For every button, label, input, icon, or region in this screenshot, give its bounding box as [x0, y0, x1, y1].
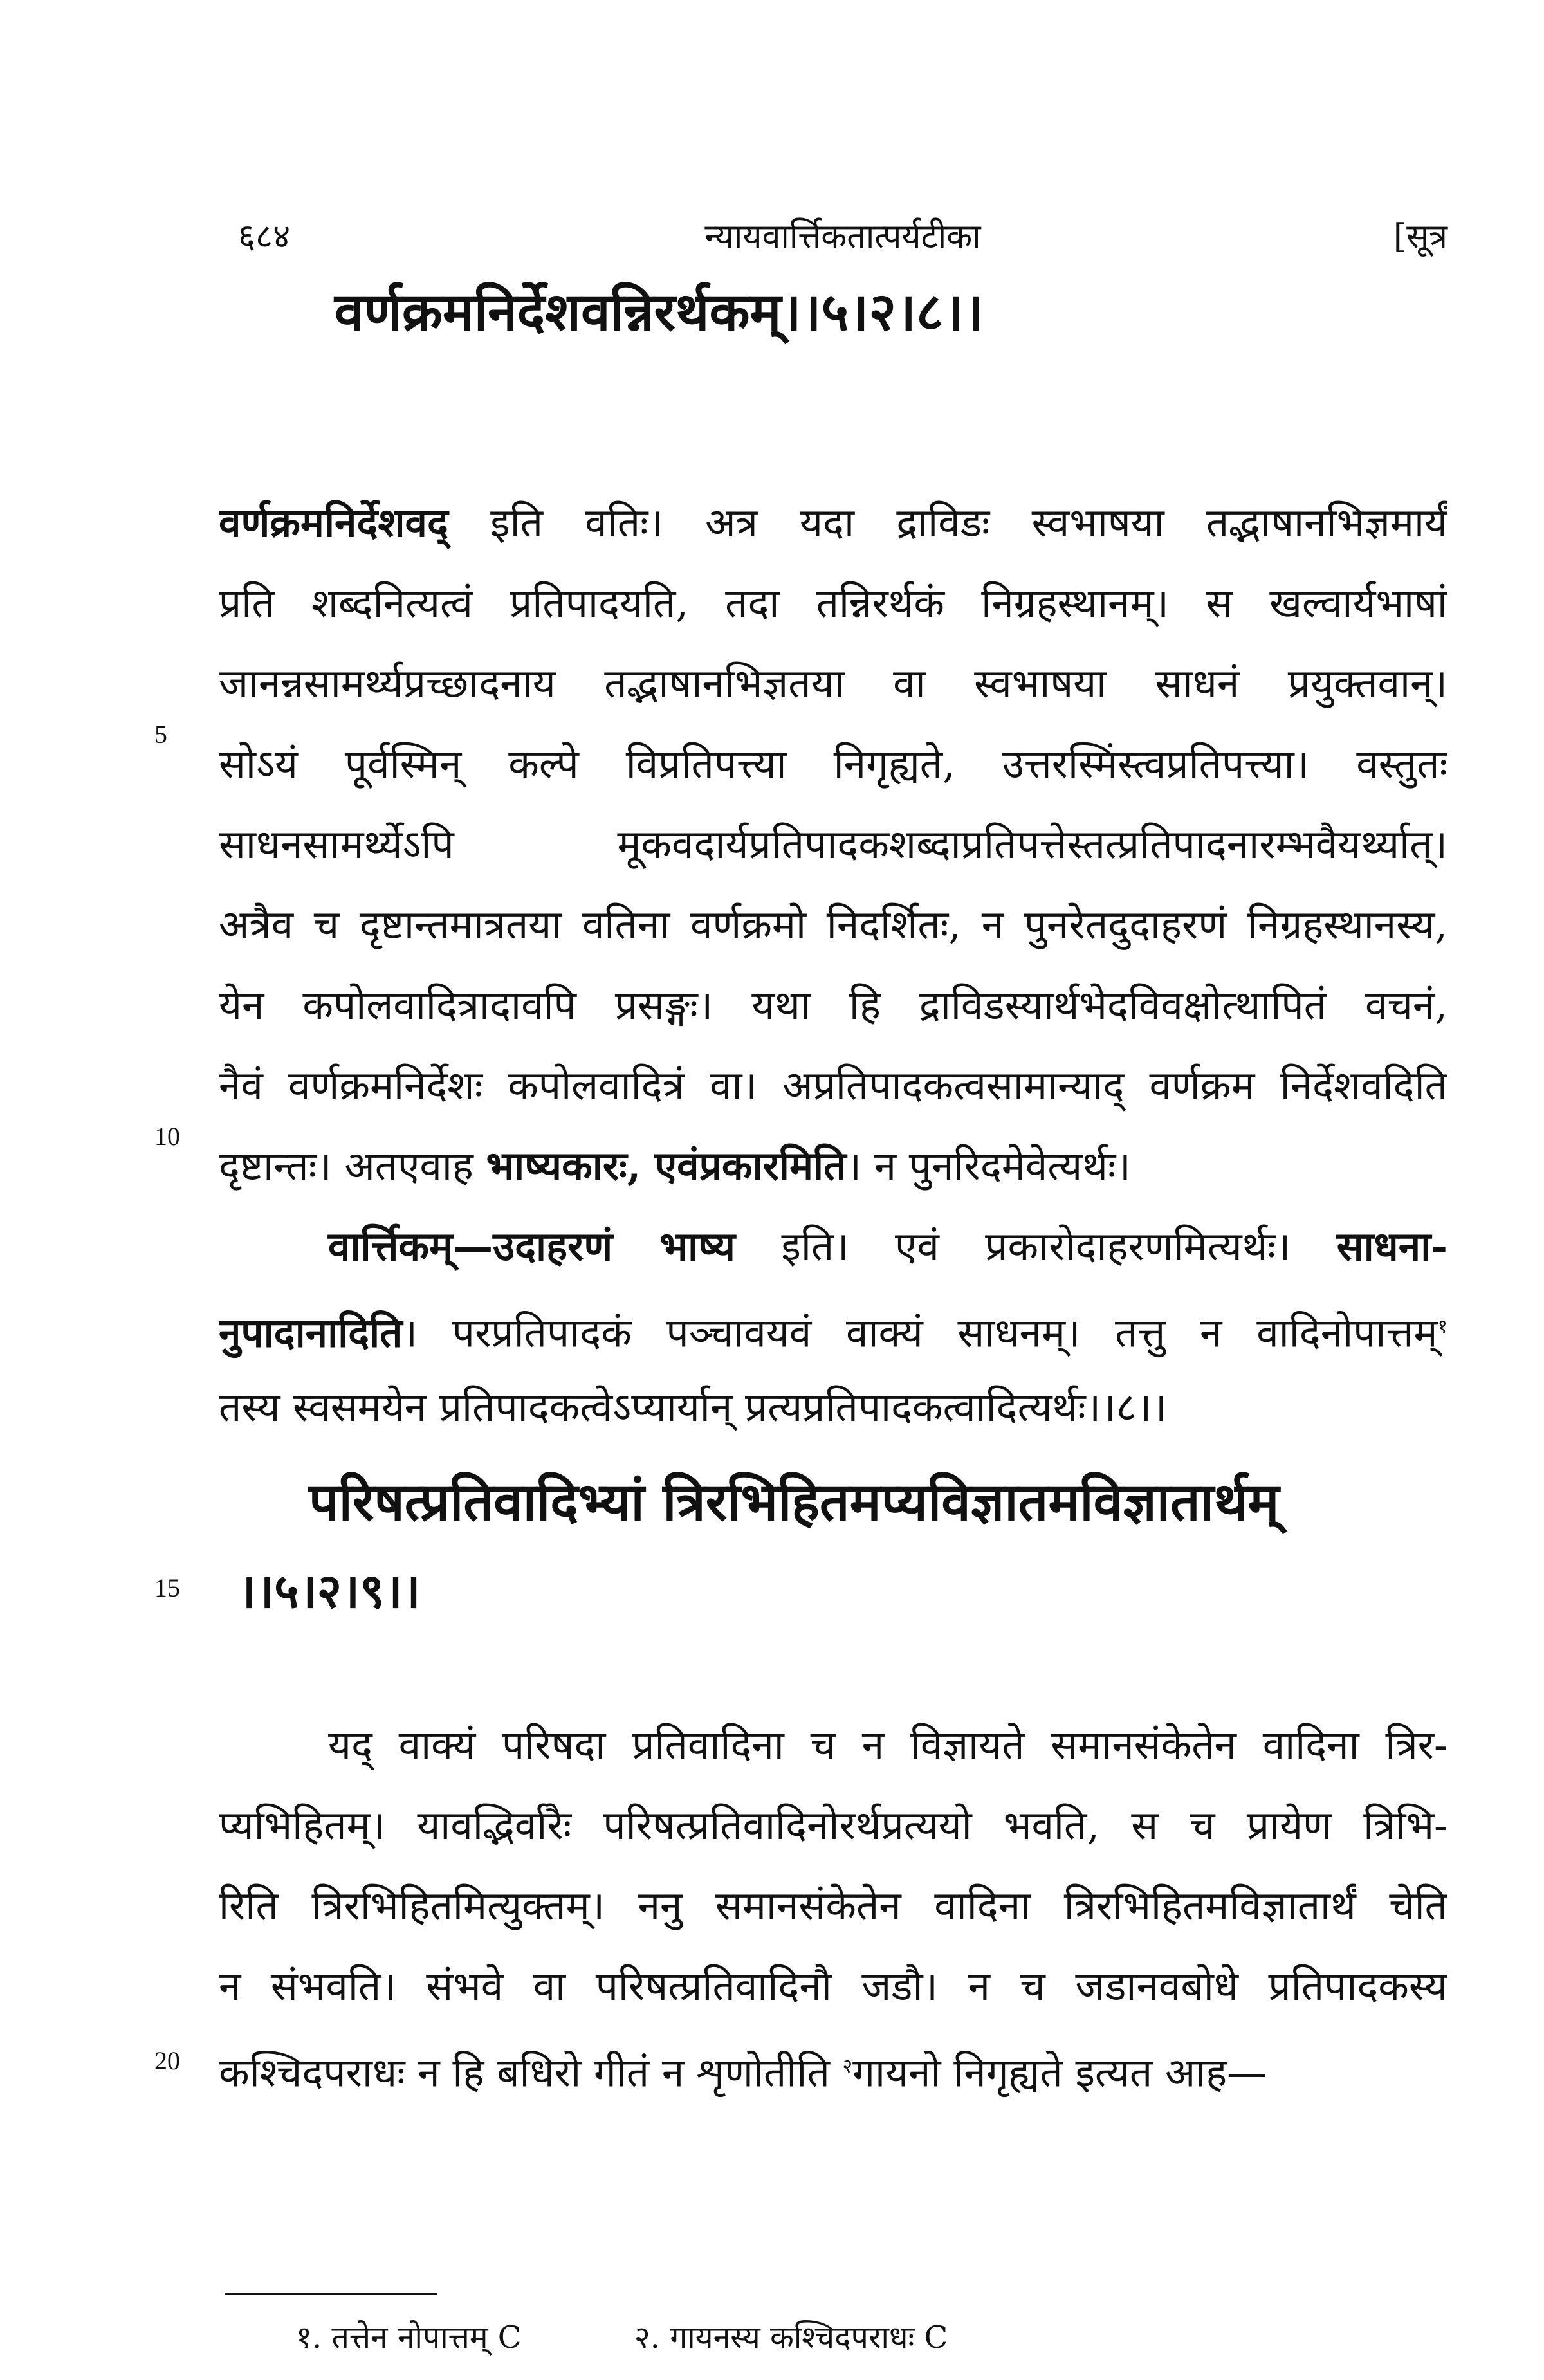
line-text: अत्रैव च दृष्टान्तमात्रतया वतिना वर्णक्रमो निदर्शितः, न पुनरेतदुदाहरणं निग्रहस्थानस्य, — [219, 901, 1448, 948]
line-text: गायनो निगृह्यते इत्यत आह— — [852, 2049, 1267, 2096]
text-line — [219, 563, 1448, 643]
text-line — [219, 1286, 1448, 1367]
footnote-1: १. तत्तेन नोपात्तम् C — [296, 2320, 522, 2356]
line-text: जानन्नसामर्थ्यप्रच्छादनाय तद्भाषानभिज्ञतया वा स्वभाषया साधनं प्रयुक्तवान्। — [219, 660, 1448, 707]
text-line — [219, 1865, 1448, 1946]
text-line — [219, 965, 1448, 1045]
line-text: इति वतिः। अत्र यदा द्राविडः स्वभाषया तद्भाषानभिज्ञमार्यं — [448, 499, 1448, 546]
line-text: सोऽयं पूर्वस्मिन् कल्पे विप्रतिपत्त्या निगृह्यते, उत्तरस्मिंस्त्वप्रतिपत्त्या। वस्तुतः — [219, 740, 1448, 787]
line-text: कश्चिदपराधः न हि बधिरो गीतं न शृणोतीति — [219, 2049, 843, 2096]
section-label: [सूत्र — [1393, 217, 1448, 256]
line-text: साधनसामर्थ्येऽपि मूकवदार्यप्रतिपादकशब्दाप्रतिपत्तेस्तत्प्रतिपादनारम्भवैयर्थ्यात्। — [219, 821, 1448, 868]
footnotes — [296, 2316, 1454, 2357]
line-text: प्यभिहितम्। यावद्भिर्वारैः परिषत्प्रतिवादिनोरर्थप्रत्ययो भवति, स च प्रायेण त्रिभि- — [219, 1802, 1448, 1849]
text-line — [219, 1367, 1448, 1447]
line-text: येन कपोलवादित्रादावपि प्रसङ्गः। यथा हि द्राविडस्यार्थभेदविवक्षोत्थापितं वचनं, — [219, 982, 1448, 1029]
line-number-10: 10 — [154, 1122, 180, 1151]
sutra-heading-8: वर्णक्रमनिर्देशवन्निरर्थकम्।।५।२।८।। — [335, 281, 984, 343]
bold-term: वर्णक्रमनिर्देशवद् — [219, 499, 448, 546]
page-header — [238, 212, 1448, 270]
line-text: न संभवति। संभवे वा परिषत्प्रतिवादिनौ जडौ। न च जडानवबोधे प्रतिपादकस्य — [219, 1963, 1448, 2009]
line-number-15: 15 — [154, 1573, 180, 1602]
text-line — [219, 1206, 1448, 1286]
text-line — [219, 804, 1448, 884]
line-text: इति। एवं प्रकारोदाहरणमित्यर्थः। — [735, 1223, 1337, 1270]
text-line — [219, 2026, 1448, 2107]
text-line — [219, 1045, 1448, 1126]
commentary-block-2 — [219, 1705, 1448, 2107]
line-number-20: 20 — [154, 2046, 180, 2075]
commentary-block-1 — [219, 482, 1448, 1447]
sutra-number-9: ।।५।२।९।। — [238, 1564, 421, 1619]
line-text: यद् वाक्यं परिषदा प्रतिवादिना च न विज्ञायते समानसंकेतेन वादिना त्रिर- — [328, 1721, 1448, 1768]
text-line — [219, 884, 1448, 965]
line-text: । परप्रतिपादकं पञ्चावयवं वाक्यं साधनम्। तत्तु न वादिनोपात्तम् — [402, 1309, 1438, 1357]
line-text: दृष्टान्तः। अतएवाह — [219, 1142, 486, 1189]
page-number: ६८४ — [238, 217, 291, 256]
running-title: न्यायवार्त्तिकतात्पर्यटीका — [704, 217, 981, 256]
text-line — [219, 1785, 1448, 1865]
line-text: प्रति शब्दनित्यत्वं प्रतिपादयति, तदा तन्निरर्थकं निग्रहस्थानम्। स खल्वार्यभाषां — [219, 580, 1448, 627]
footnote-rule — [225, 2293, 437, 2295]
bold-term: भाष्यकारः, एवंप्रकारमिति — [486, 1142, 847, 1189]
line-text: नैवं वर्णक्रमनिर्देशः कपोलवादित्रं वा। अप्रतिपादकत्वसामान्याद् वर्णक्रम निर्देशवदिति — [219, 1062, 1448, 1109]
text-line — [219, 482, 1448, 563]
sutra-heading-9: परिषत्प्रतिवादिभ्यां त्रिरभिहितमप्यविज्ञातमविज्ञातार्थम् — [309, 1471, 1280, 1533]
footnote-2: २. गायनस्य कश्चिदपराधः C — [634, 2320, 948, 2356]
text-line — [219, 1126, 1448, 1206]
line-text: । न पुनरिदमेवेत्यर्थः। — [846, 1142, 1131, 1189]
text-line — [219, 1705, 1448, 1785]
line-number-5: 5 — [154, 720, 167, 749]
bold-term: नुपादानादिति — [219, 1309, 403, 1357]
text-line — [219, 643, 1448, 724]
text-line — [219, 1946, 1448, 2026]
bold-term: साधना- — [1336, 1223, 1448, 1270]
line-text: रिति त्रिरभिहितमित्युक्तम्। ननु समानसंकेतेन वादिना त्रिरभिहितमविज्ञातार्थं चेति — [219, 1882, 1448, 1929]
footnote-marker: १ — [1437, 1315, 1448, 1338]
line-text: तस्य स्वसमयेन प्रतिपादकत्वेऽप्यार्यान् प्रत्यप्रतिपादकत्वादित्यर्थः।।८।। — [219, 1384, 1167, 1431]
bold-term: वार्त्तिकम्—उदाहरणं भाष्य — [328, 1223, 736, 1270]
text-line — [219, 724, 1448, 804]
footnote-marker: २ — [842, 2055, 853, 2078]
